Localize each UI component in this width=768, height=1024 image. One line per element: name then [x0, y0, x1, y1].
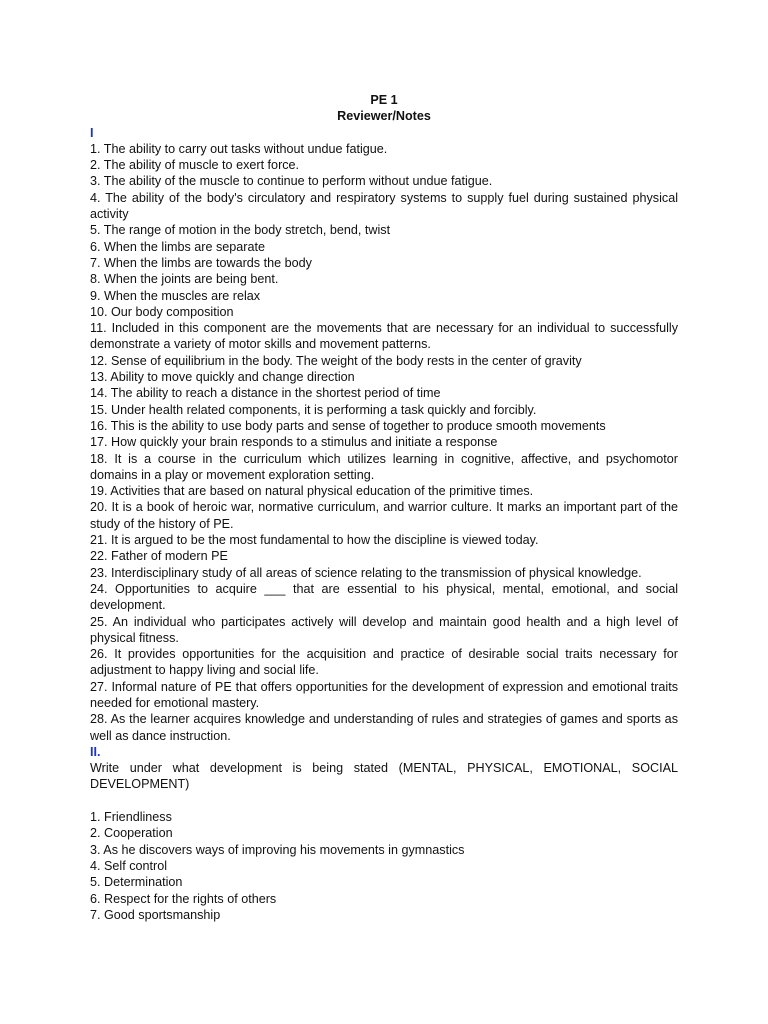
list-item: 7. When the limbs are towards the body: [90, 255, 312, 270]
list-item: 20. It is a book of heroic war, normative curriculum, and warrior culture. It marks an important part of the study of the history of PE.: [90, 500, 678, 531]
list-item: 28. As the learner acquires knowledge and understanding of rules and strategies of games and sports as well as dance instruction.: [90, 712, 678, 743]
list-item: 1. The ability to carry out tasks without undue fatigue.: [90, 141, 388, 156]
list-item: 3. As he discovers ways of improving his movements in gymnastics: [90, 842, 465, 857]
document-page: [90, 92, 678, 923]
list-item: 19. Activities that are based on natural physical education of the primitive times.: [90, 484, 534, 499]
list-item: 14. The ability to reach a distance in the shortest period of time: [90, 386, 441, 401]
list-item: 9. When the muscles are relax: [90, 288, 261, 303]
list-item: 15. Under health related components, it is performing a task quickly and forcibly.: [90, 402, 537, 417]
list-item: 6. When the limbs are separate: [90, 239, 266, 254]
list-item: 21. It is argued to be the most fundamental to how the discipline is viewed today.: [90, 533, 539, 548]
section-2-instruction: Write under what development is being stated (MENTAL, PHYSICAL, EMOTIONAL, SOCIAL DEVELOPMENT): [90, 761, 678, 792]
list-item: 5. Determination: [90, 875, 183, 890]
list-item: 27. Informal nature of PE that offers opportunities for the development of expression and emotional traits needed for emotional mastery.: [90, 679, 678, 710]
list-item: 1. Friendliness: [90, 810, 172, 825]
list-item: 26. It provides opportunities for the acquisition and practice of desirable social traits necessary for adjustment to happy living and social life.: [90, 647, 678, 678]
list-item: 17. How quickly your brain responds to a stimulus and initiate a response: [90, 435, 498, 450]
list-item: 7. Good sportsmanship: [90, 907, 221, 922]
list-item: 4. The ability of the body's circulatory and respiratory systems to supply fuel during sustained physical activity: [90, 190, 678, 222]
document-title: PE 1: [370, 93, 398, 107]
list-item: 13. Ability to move quickly and change direction: [90, 370, 355, 385]
list-item: 2. Cooperation: [90, 826, 173, 841]
list-item: 11. Included in this component are the movements that are necessary for an individual to successfully demonstrate a variety of motor skills and movement patterns.: [90, 321, 678, 352]
list-item: 5. The range of motion in the body stretch, bend, twist: [90, 223, 391, 238]
list-item: 22. Father of modern PE: [90, 549, 228, 564]
list-item: 24. Opportunities to acquire ___ that are essential to his physical, mental, emotional, and social development.: [90, 581, 678, 613]
spacer: [90, 793, 678, 809]
list-item: 23. Interdisciplinary study of all areas of science relating to the transmission of physical knowledge.: [90, 565, 642, 580]
section-2-label: II.: [90, 744, 101, 759]
list-item: 12. Sense of equilibrium in the body. The weight of the body rests in the center of gravity: [90, 353, 582, 368]
document-subtitle: Reviewer/Notes: [337, 109, 431, 124]
list-item: 2. The ability of muscle to exert force.: [90, 158, 300, 173]
list-item: 10. Our body composition: [90, 304, 234, 319]
list-item: 8. When the joints are being bent.: [90, 272, 279, 287]
list-item: 3. The ability of the muscle to continue to perform without undue fatigue.: [90, 174, 493, 189]
section-1-list: [90, 141, 678, 744]
list-item: 18. It is a course in the curriculum which utilizes learning in cognitive, affective, and psychomotor domains in a play or movement exploration setting.: [90, 451, 678, 482]
list-item: 25. An individual who participates actively will develop and maintain good health and a high level of physical fitness.: [90, 614, 678, 645]
list-item: 16. This is the ability to use body parts and sense of together to produce smooth movements: [90, 418, 606, 433]
section-1-label: I: [90, 125, 94, 140]
list-item: 6. Respect for the rights of others: [90, 891, 277, 906]
list-item: 4. Self control: [90, 858, 168, 873]
section-2-list: [90, 809, 678, 923]
